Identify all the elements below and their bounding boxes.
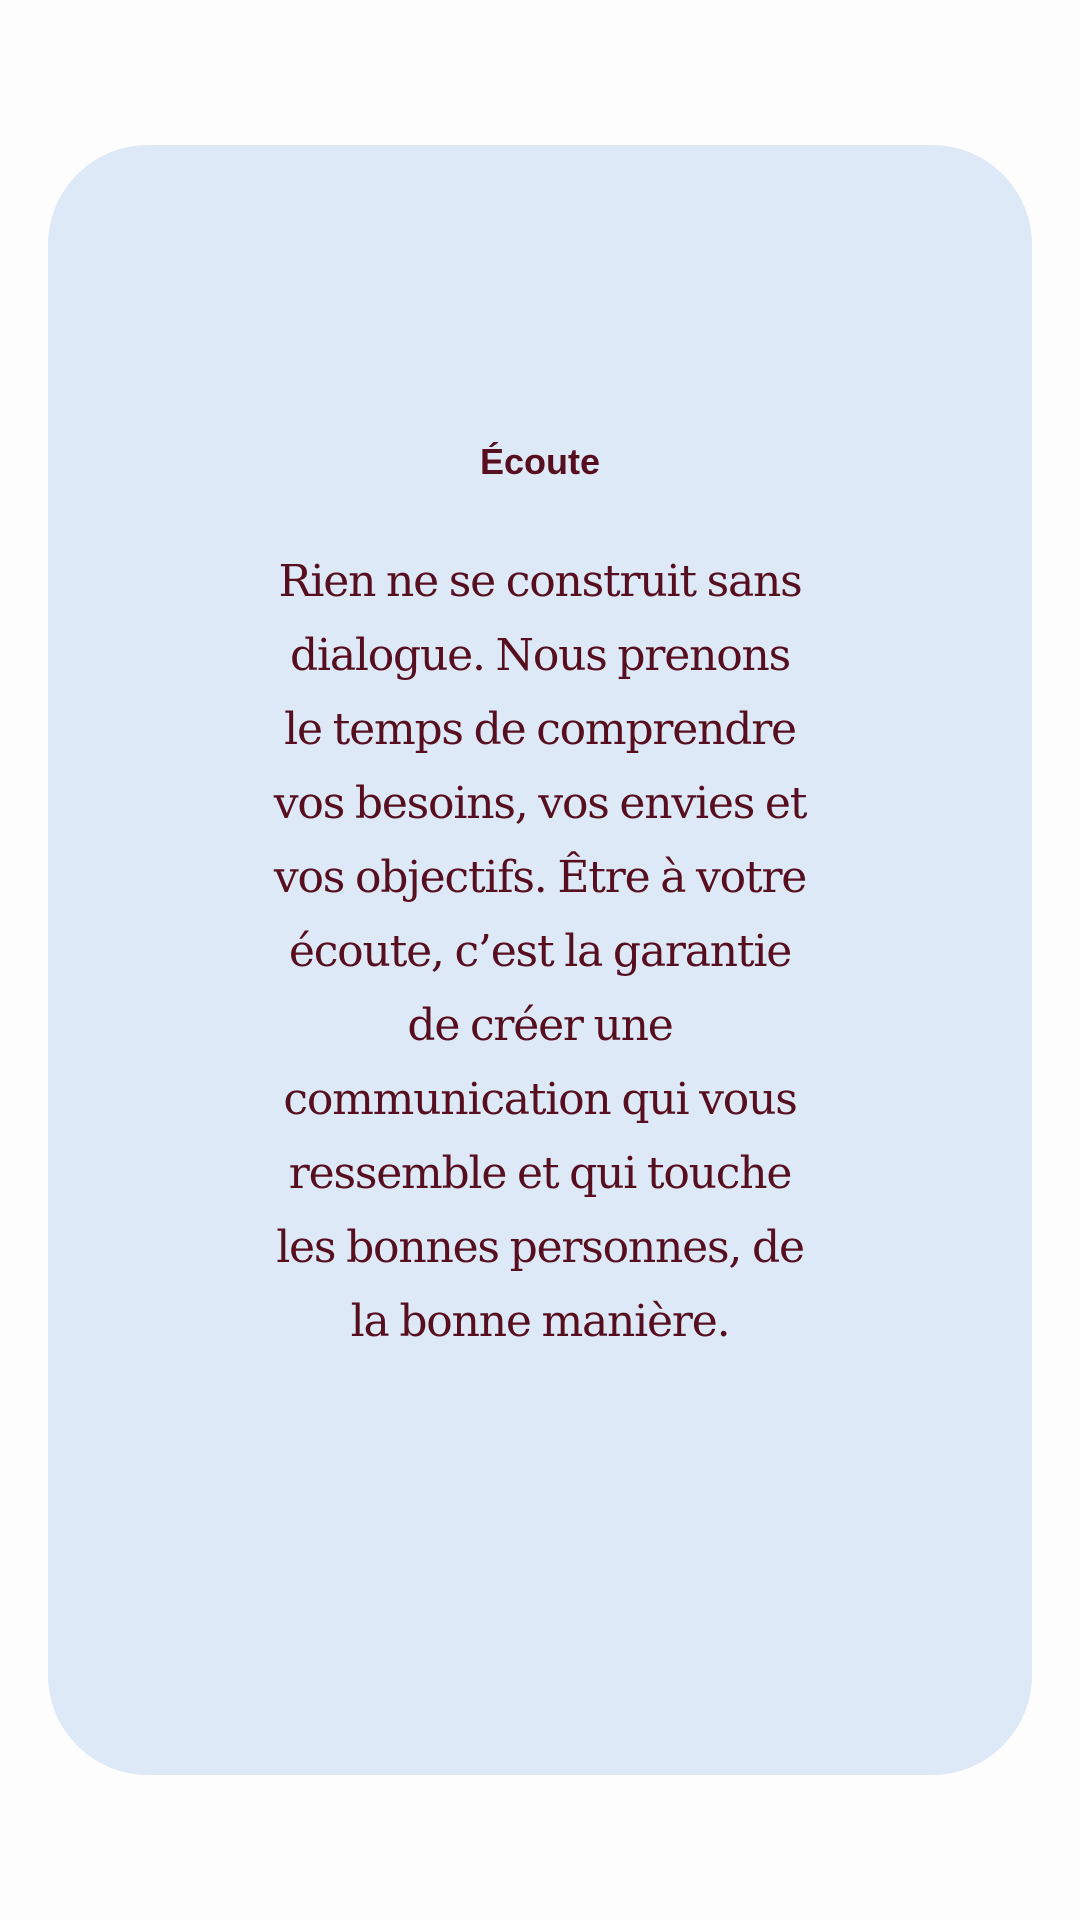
card-body-text: Rien ne se construit sans dialogue. Nous prenons le temps de comprendre vos besoins, vos envies et vos objectifs. Être à votre écoute, c’est la garantie de créer une communication qui vous ressemble et qui touche les bonnes personnes, de la bonne manière. bbox=[273, 556, 807, 1347]
ecoute-card bbox=[48, 145, 1032, 1775]
card-title: Écoute bbox=[479, 441, 601, 482]
